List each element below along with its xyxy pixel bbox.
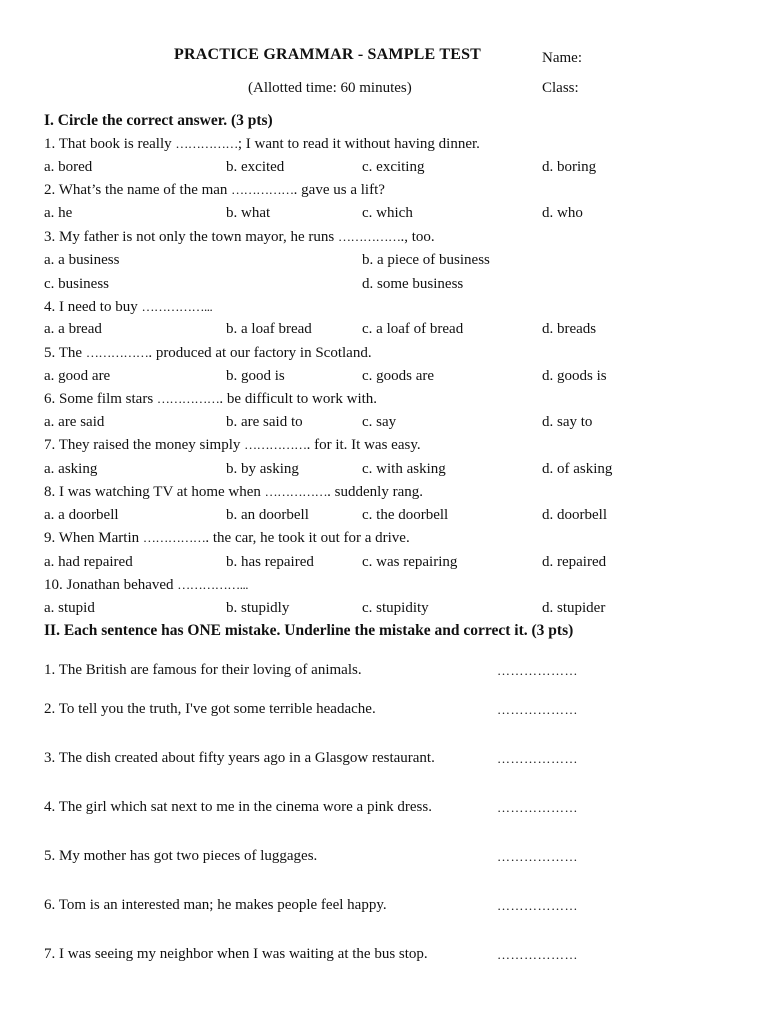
question-text: . suddenly rang. <box>327 484 423 500</box>
option-10c[interactable]: c. stupidity <box>362 600 429 616</box>
answer-blank: …………… <box>142 530 206 545</box>
question-text: 3. My father is not only the town mayor, he runs <box>44 229 338 245</box>
answer-blank: ……………... <box>177 577 249 592</box>
option-5d[interactable]: d. goods is <box>542 368 607 384</box>
option-2b[interactable]: b. what <box>226 205 271 221</box>
option-5b[interactable]: b. good is <box>226 368 285 384</box>
correction-blank-1[interactable]: ……………… <box>497 663 578 678</box>
answer-blank: …………… <box>85 345 149 360</box>
correction-blank-5[interactable]: ……………… <box>497 849 578 864</box>
answer-blank: …………… <box>231 182 294 197</box>
question-text: 4. I need to buy <box>44 299 142 315</box>
option-6d[interactable]: d. say to <box>542 414 593 430</box>
option-7c[interactable]: c. with asking <box>362 461 446 477</box>
question-text: 9. When Martin <box>44 530 143 546</box>
question-text: ; I want to read it without having dinner. <box>237 136 480 152</box>
option-6b[interactable]: b. are said to <box>226 414 303 430</box>
mistake-sentence-5: 5. My mother has got two pieces of luggages. <box>44 848 318 864</box>
option-7d[interactable]: d. of asking <box>542 461 613 477</box>
question-text: 10. Jonathan behaved <box>44 577 178 593</box>
option-3a[interactable]: a. a business <box>44 252 120 268</box>
option-1d[interactable]: d. boring <box>542 159 597 175</box>
option-9a[interactable]: a. had repaired <box>44 554 133 570</box>
question-text: 7. They raised the money simply <box>44 437 245 453</box>
correction-blank-2[interactable]: ……………… <box>497 702 578 717</box>
question-1 <box>44 135 480 153</box>
question-7 <box>44 436 421 454</box>
answer-blank: ……………... <box>141 299 213 314</box>
answer-blank: …………… <box>175 136 238 151</box>
option-4d[interactable]: d. breads <box>542 321 597 337</box>
option-1a[interactable]: a. bored <box>44 159 93 175</box>
class-label: Class: <box>542 80 579 96</box>
correction-blank-4[interactable]: ……………… <box>497 800 578 815</box>
option-6a[interactable]: a. are said <box>44 414 105 430</box>
question-4 <box>44 298 212 316</box>
question-3 <box>44 228 435 246</box>
option-1c[interactable]: c. exciting <box>362 159 425 175</box>
option-5a[interactable]: a. good are <box>44 368 111 384</box>
answer-blank: …………… <box>337 229 401 244</box>
option-8a[interactable]: a. a doorbell <box>44 507 119 523</box>
option-4a[interactable]: a. a bread <box>44 321 102 337</box>
option-3c[interactable]: c. business <box>44 276 109 292</box>
option-10b[interactable]: b. stupidly <box>226 600 290 616</box>
option-1b[interactable]: b. excited <box>226 159 285 175</box>
question-2 <box>44 181 385 199</box>
option-9d[interactable]: d. repaired <box>542 554 607 570</box>
name-label: Name: <box>542 50 582 66</box>
mistake-sentence-2: 2. To tell you the truth, I've got some terrible headache. <box>44 701 376 717</box>
answer-blank: …………… <box>264 484 328 499</box>
question-8 <box>44 483 423 501</box>
option-8b[interactable]: b. an doorbell <box>226 507 309 523</box>
question-text: . the car, he took it out for a drive. <box>205 530 410 546</box>
correction-blank-3[interactable]: ……………… <box>497 751 578 766</box>
option-5c[interactable]: c. goods are <box>362 368 435 384</box>
question-6 <box>44 390 377 408</box>
option-10a[interactable]: a. stupid <box>44 600 95 616</box>
option-4b[interactable]: b. a loaf bread <box>226 321 312 337</box>
option-4c[interactable]: c. a loaf of bread <box>362 321 464 337</box>
option-3d[interactable]: d. some business <box>362 276 464 292</box>
option-2d[interactable]: d. who <box>542 205 583 221</box>
section-2-heading: II. Each sentence has ONE mistake. Underline the mistake and correct it. (3 pts) <box>44 622 574 639</box>
mistake-sentence-1: 1. The British are famous for their loving of animals. <box>44 662 362 678</box>
option-2c[interactable]: c. which <box>362 205 413 221</box>
option-9c[interactable]: c. was repairing <box>362 554 458 570</box>
question-text: . gave us a lift? <box>293 182 385 198</box>
option-7b[interactable]: b. by asking <box>226 461 299 477</box>
mistake-sentence-4: 4. The girl which sat next to me in the cinema wore a pink dress. <box>44 799 432 815</box>
option-7a[interactable]: a. asking <box>44 461 98 477</box>
option-8c[interactable]: c. the doorbell <box>362 507 449 523</box>
mistake-sentence-6: 6. Tom is an interested man; he makes people feel happy. <box>44 897 387 913</box>
allotted-time: (Allotted time: 60 minutes) <box>248 80 412 96</box>
question-text: 2. What’s the name of the man <box>44 182 232 198</box>
option-8d[interactable]: d. doorbell <box>542 507 607 523</box>
question-10 <box>44 576 248 594</box>
question-text: ., too. <box>400 229 435 245</box>
question-9 <box>44 529 410 547</box>
mistake-sentence-7: 7. I was seeing my neighbor when I was waiting at the bus stop. <box>44 946 428 962</box>
question-text: . be difficult to work with. <box>219 391 378 407</box>
correction-blank-7[interactable]: ……………… <box>497 947 578 962</box>
correction-blank-6[interactable]: ……………… <box>497 898 578 913</box>
question-text: . for it. It was easy. <box>306 437 421 453</box>
answer-blank: …………… <box>156 391 220 406</box>
question-text: 1. That book is really <box>44 136 176 152</box>
answer-blank: …………… <box>244 437 307 452</box>
question-text: . produced at our factory in Scotland. <box>148 345 372 361</box>
question-text: 6. Some film stars <box>44 391 157 407</box>
option-9b[interactable]: b. has repaired <box>226 554 314 570</box>
option-2a[interactable]: a. he <box>44 205 73 221</box>
section-1-heading: I. Circle the correct answer. (3 pts) <box>44 112 273 129</box>
option-10d[interactable]: d. stupider <box>542 600 606 616</box>
question-text: 8. I was watching TV at home when <box>44 484 265 500</box>
test-title: PRACTICE GRAMMAR - SAMPLE TEST <box>174 46 482 63</box>
option-3b[interactable]: b. a piece of business <box>362 252 490 268</box>
option-6c[interactable]: c. say <box>362 414 397 430</box>
question-text: 5. The <box>44 345 86 361</box>
mistake-sentence-3: 3. The dish created about fifty years ago in a Glasgow restaurant. <box>44 750 435 766</box>
question-5 <box>44 344 372 362</box>
